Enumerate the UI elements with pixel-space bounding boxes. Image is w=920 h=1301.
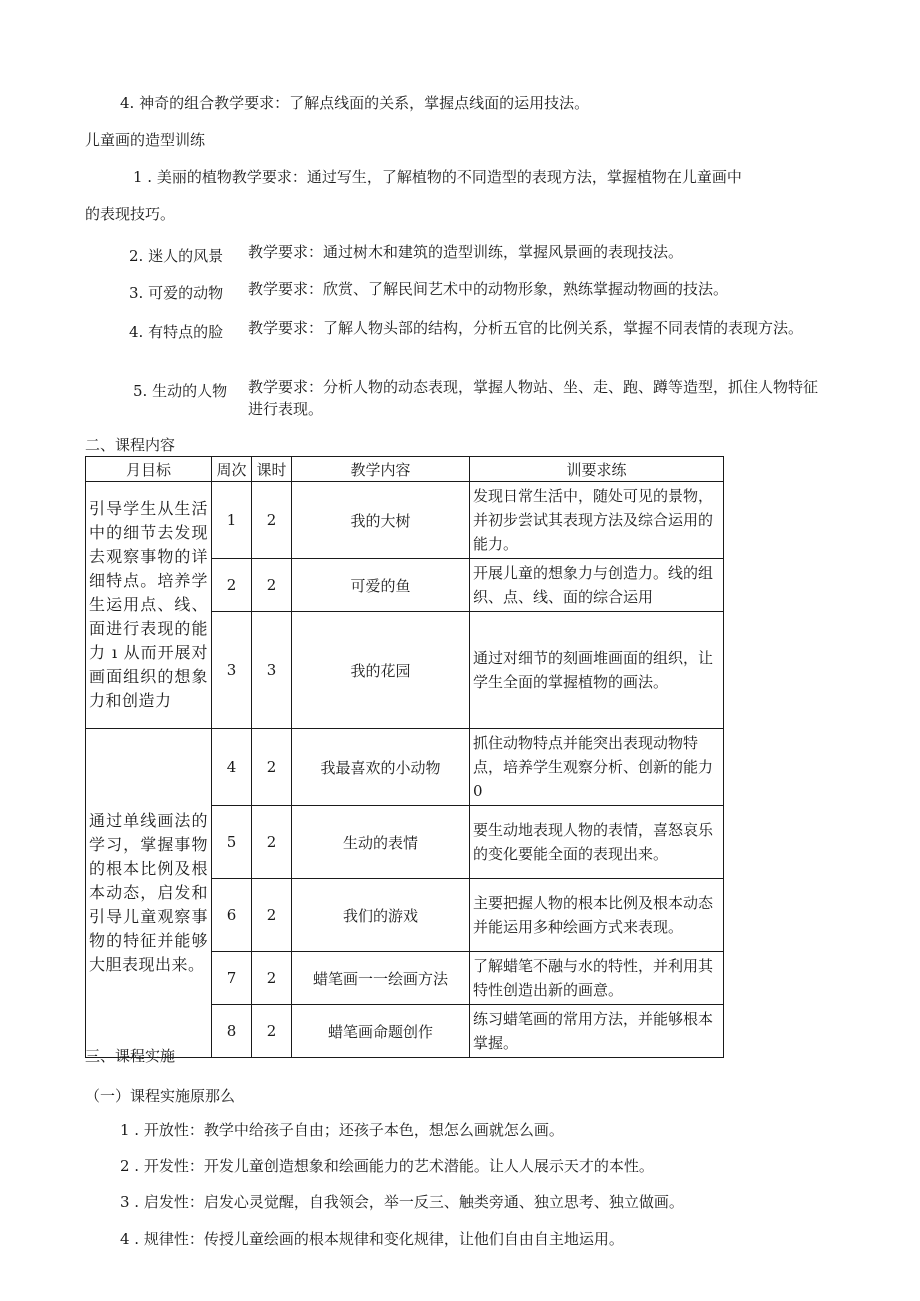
content-cell: 我们的游戏 xyxy=(292,879,470,952)
goal-cell-2: 通过单线画法的学习，掌握事物的根本比例及根本动态，启发和引导儿童观察事物的特征并能够大胆表现出来。 xyxy=(86,729,212,1058)
hours-cell: 2 xyxy=(252,879,292,952)
section-2-title: 二、课程内容 xyxy=(85,436,176,454)
header-training-requirements: 训要求练 xyxy=(470,457,724,482)
hours-cell: 2 xyxy=(252,559,292,612)
hours-cell: 2 xyxy=(252,1005,292,1058)
intro-item-4-desc: 教学要求：了解人物头部的结构，分析五官的比例关系，掌握不同表情的表现方法。 xyxy=(248,319,804,337)
intro-item-4-label: 4. 有特点的脸 xyxy=(129,323,224,341)
table-row xyxy=(86,729,724,806)
week-cell: 7 xyxy=(212,952,252,1005)
content-cell: 蜡笔画一一绘画方法 xyxy=(292,952,470,1005)
intro-item-2-label: 2. 迷人的风景 xyxy=(129,247,224,265)
header-monthly-goal: 月目标 xyxy=(86,457,212,482)
intro-item-5-label: 5. 生动的人物 xyxy=(133,382,228,400)
requirement-cell: 主要把握人物的根本比例及根本动态并能运用多种绘画方式来表现。 xyxy=(470,879,724,952)
week-cell: 2 xyxy=(212,559,252,612)
week-cell: 8 xyxy=(212,1005,252,1058)
hours-cell: 2 xyxy=(252,952,292,1005)
intro-line-1: 4. 神奇的组合教学要求：了解点线面的关系，掌握点线面的运用技法。 xyxy=(120,94,590,112)
intro-item-1-line-a: 1 . 美丽的植物教学要求：通过写生，了解植物的不同造型的表现方法，掌握植物在儿童画中 xyxy=(133,168,742,186)
requirement-cell: 了解蜡笔不融与水的特性，并利用其特性创造出新的画意。 xyxy=(470,952,724,1005)
hours-cell: 2 xyxy=(252,482,292,559)
intro-item-3-desc: 教学要求：欣赏、了解民间艺术中的动物形象，熟练掌握动物画的技法。 xyxy=(248,280,729,298)
requirement-cell: 要生动地表现人物的表情，喜怒哀乐的变化要能全面的表现出来。 xyxy=(470,806,724,879)
header-week: 周次 xyxy=(212,457,252,482)
principle-4: 4 . 规律性：传授儿童绘画的根本规律和变化规律，让他们自由自主地运用。 xyxy=(120,1230,624,1248)
requirement-cell: 开展儿童的想象力与创造力。线的组织、点、线、面的综合运用 xyxy=(470,559,724,612)
week-cell: 4 xyxy=(212,729,252,806)
week-cell: 5 xyxy=(212,806,252,879)
subsection-1-title: （一）课程实施原那么 xyxy=(85,1087,236,1105)
section-3-title: 三、课程实施 xyxy=(85,1047,176,1065)
intro-item-5-desc: 教学要求：分析人物的动态表现，掌握人物站、坐、走、跑、蹲等造型，抓住人物特征进行表现。 xyxy=(248,378,819,418)
hours-cell: 3 xyxy=(252,612,292,729)
content-cell: 可爱的鱼 xyxy=(292,559,470,612)
header-teaching-content: 教学内容 xyxy=(292,457,470,482)
goal-cell-1: 引导学生从生活中的细节去发现去观察事物的详细特点。培养学生运用点、线、面进行表现的能力 ı 从而开展对画面组织的想象力和创造力 xyxy=(86,482,212,729)
table-row xyxy=(86,482,724,559)
requirement-cell: 练习蜡笔画的常用方法，并能够根本掌握。 xyxy=(470,1005,724,1058)
principle-3: 3 . 启发性：启发心灵觉醒，自我领会，举一反三、触类旁通、独立思考、独立做画。 xyxy=(120,1193,684,1211)
content-cell: 我的大树 xyxy=(292,482,470,559)
requirement-cell: 发现日常生活中，随处可见的景物，并初步尝试其表现方法及综合运用的能力。 xyxy=(470,482,724,559)
table-header-row xyxy=(86,457,724,482)
week-cell: 1 xyxy=(212,482,252,559)
week-cell: 3 xyxy=(212,612,252,729)
principle-2: 2 . 开发性：开发儿童创造想象和绘画能力的艺术潜能。让人人展示天才的本性。 xyxy=(120,1157,654,1175)
heading-modeling-training: 儿童画的造型训练 xyxy=(85,131,206,149)
intro-item-3-label: 3. 可爱的动物 xyxy=(129,284,224,302)
requirement-cell: 抓住动物特点并能突出表现动物特点，培养学生观察分析、创新的能力 0 xyxy=(470,729,724,806)
hours-cell: 2 xyxy=(252,806,292,879)
content-cell: 我最喜欢的小动物 xyxy=(292,729,470,806)
intro-item-1-line-b: 的表现技巧。 xyxy=(85,205,176,223)
content-cell: 蜡笔画命题创作 xyxy=(292,1005,470,1058)
requirement-cell: 通过对细节的刻画堆画面的组织，让学生全面的掌握植物的画法。 xyxy=(470,612,724,729)
course-content-table xyxy=(85,456,724,1058)
hours-cell: 2 xyxy=(252,729,292,806)
principle-1: 1 . 开放性：教学中给孩子自由；还孩子本色，想怎么画就怎么画。 xyxy=(120,1121,564,1139)
content-cell: 生动的表情 xyxy=(292,806,470,879)
intro-item-2-desc: 教学要求：通过树木和建筑的造型训练，掌握风景画的表现技法。 xyxy=(248,243,684,261)
content-cell: 我的花园 xyxy=(292,612,470,729)
header-hours: 课时 xyxy=(252,457,292,482)
week-cell: 6 xyxy=(212,879,252,952)
